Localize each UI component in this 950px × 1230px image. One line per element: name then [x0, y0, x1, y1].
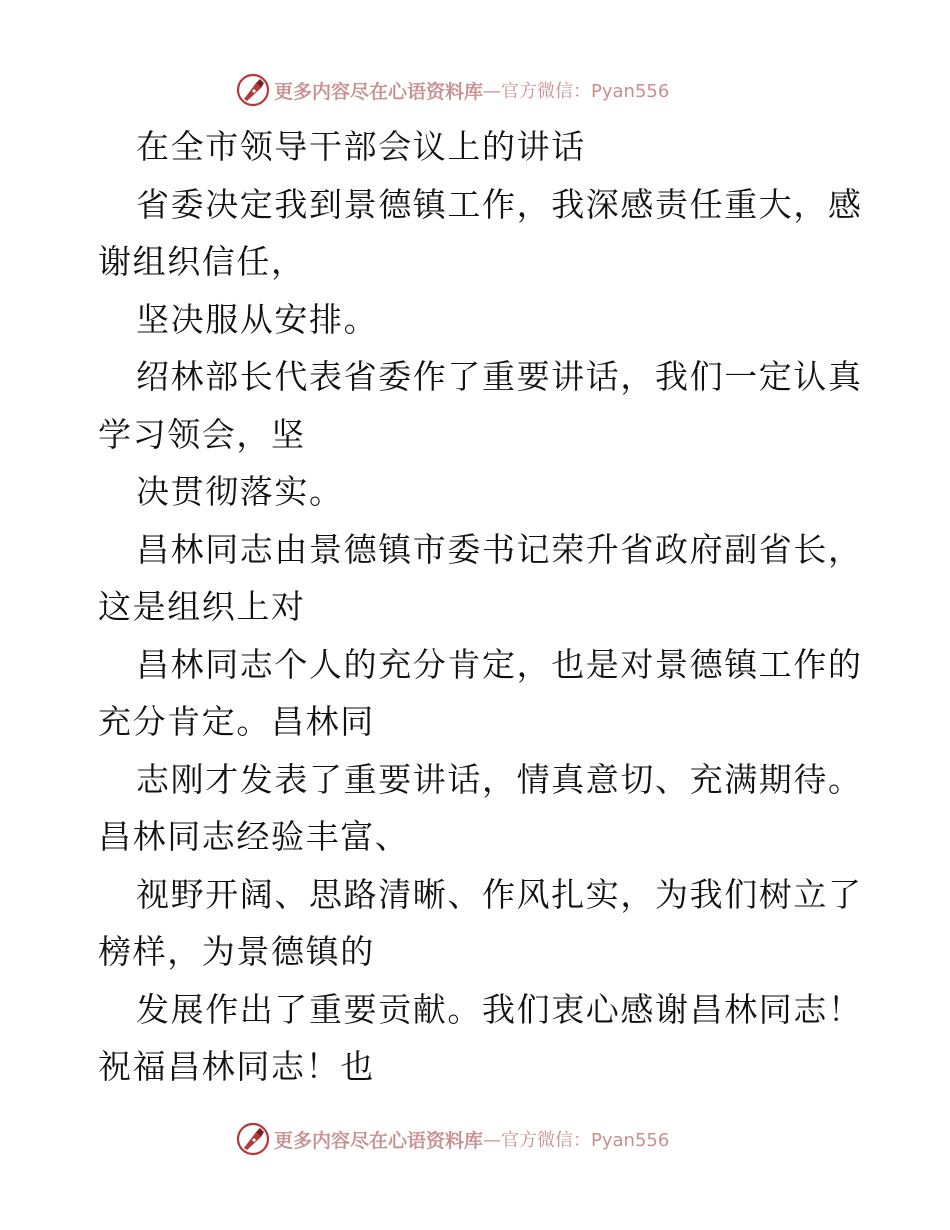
document-title: 在全市领导干部会议上的讲话 — [136, 127, 586, 166]
paragraph-line: 这是组织上对 — [98, 587, 306, 626]
paragraph-line: 发展作出了重要贡献。我们衷心感谢昌林同志！ — [136, 989, 863, 1029]
document-body — [98, 118, 863, 1096]
paragraph-line: 学习领会，坚 — [98, 414, 306, 454]
paragraph-line: 谢组织信任， — [98, 242, 306, 281]
paragraph-line: 昌林同志由景德镇市委书记荣升省政府副省长， — [136, 529, 863, 569]
paragraph-line: 视野开阔、思路清晰、作风扎实，为我们树立了 — [136, 874, 863, 914]
paragraph-line: 昌林同志经验丰富、 — [98, 817, 410, 856]
paragraph-line: 决贯彻落实。 — [136, 472, 344, 511]
banner-title: 更多内容尽在心语资料库 — [274, 1129, 484, 1152]
pen-nib-logo-icon — [236, 1122, 270, 1156]
paragraph-line: 榜样，为景德镇的 — [98, 932, 375, 971]
paragraph-line: 志刚才发表了重要讲话，情真意切、充满期待。 — [136, 759, 863, 799]
paragraph-line: 充分肯定。昌林同 — [98, 702, 375, 741]
banner-wechat: —官方微信：Pyan556 — [483, 1130, 670, 1151]
paragraph-line: 坚决服从安排。 — [136, 299, 379, 339]
footer-banner — [236, 1121, 669, 1157]
banner-title: 更多内容尽在心语资料库 — [274, 80, 484, 103]
pen-nib-logo-icon — [236, 73, 270, 107]
paragraph-line: 祝福昌林同志！也 — [98, 1047, 375, 1086]
paragraph-line: 昌林同志个人的充分肯定，也是对景德镇工作的 — [136, 644, 863, 684]
paragraph-line: 省委决定我到景德镇工作，我深感责任重大，感 — [136, 184, 863, 224]
banner-wechat: —官方微信：Pyan556 — [483, 81, 670, 102]
paragraph-line: 绍林部长代表省委作了重要讲话，我们一定认真 — [136, 357, 863, 396]
header-banner — [236, 72, 669, 108]
